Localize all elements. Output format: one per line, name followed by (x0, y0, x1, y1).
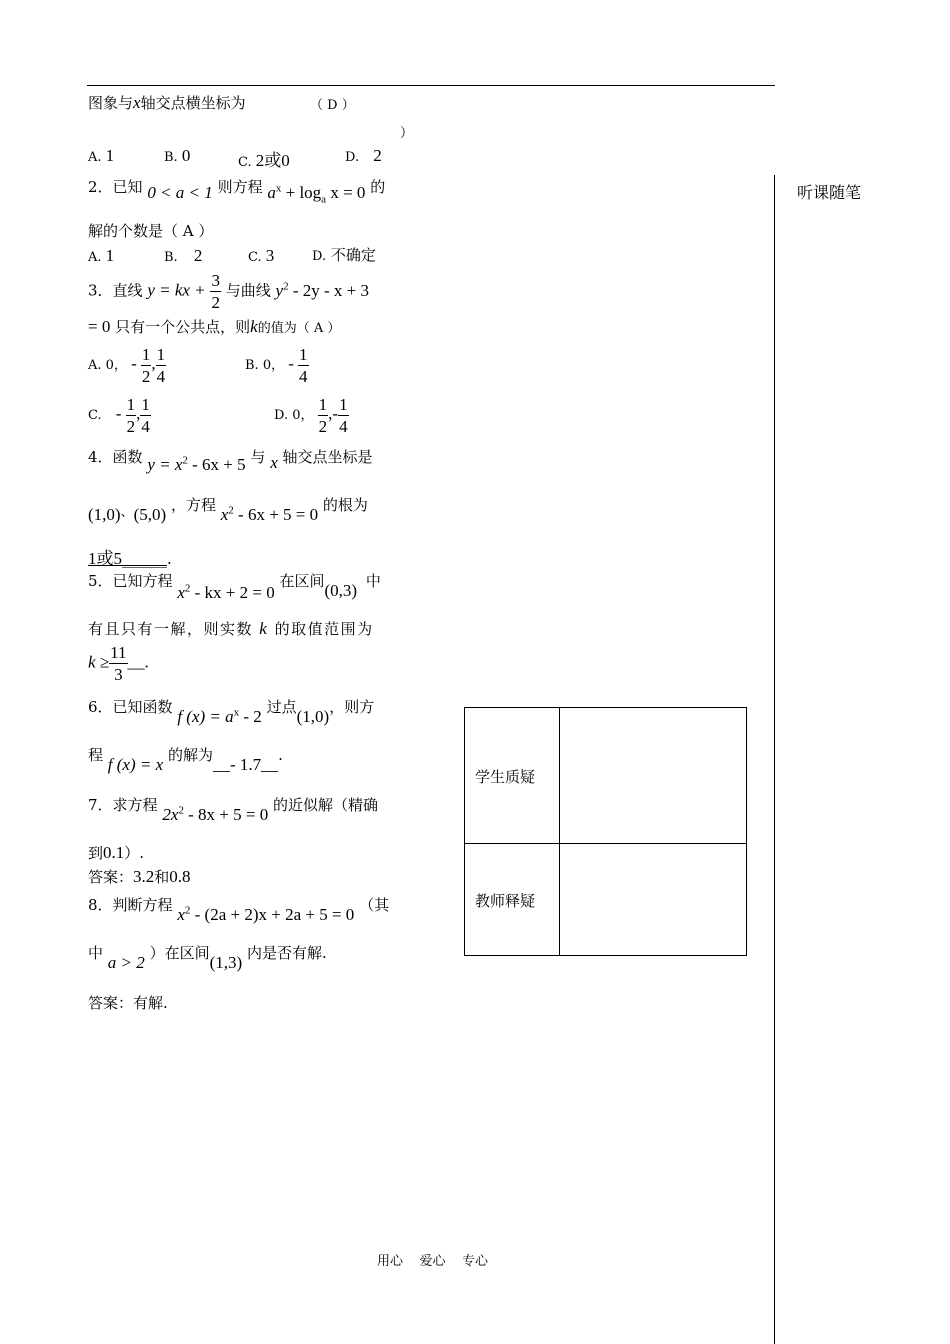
q6-eq-sup: x (233, 706, 240, 719)
header-question-tail (88, 92, 246, 113)
q3-stem (88, 272, 369, 311)
q1-c-label: C. (238, 155, 252, 170)
q8-line2-c: 内是否有解. (246, 944, 327, 962)
q3-d-label: D. 0， (274, 408, 314, 423)
q7-line2 (88, 842, 144, 863)
student-questions-cell[interactable] (560, 708, 746, 843)
q3-a-frac1 (141, 346, 152, 385)
q6-period: . (278, 746, 283, 764)
q4-x: x (270, 453, 278, 472)
q6-eq2: f (x) = x (107, 755, 164, 774)
header-stray-paren: ） (400, 126, 414, 141)
q4-eq2-a: x (220, 505, 229, 524)
q3-d-f1d: 2 (318, 417, 328, 436)
q3-d-frac1 (318, 396, 329, 435)
q4-eq-a: y = x (147, 455, 183, 474)
q4-mid: 与 (250, 448, 266, 466)
q5-ans-num: 11 (110, 643, 127, 662)
q2-option-d (312, 244, 376, 265)
header-prefix: 图象与 (88, 94, 134, 112)
q4-num: 4．函数 (88, 448, 143, 466)
q5-eq-sup: 2 (184, 582, 191, 595)
q5-line2 (88, 618, 374, 639)
q8-condition: a > 2 (107, 953, 145, 972)
q2-mid: 则方程 (217, 178, 263, 196)
q6-root-text: 的解为 (167, 746, 213, 764)
q2-stem (88, 176, 386, 206)
q3-eq2-sup: 2 (283, 279, 289, 292)
q3-option-b (245, 346, 309, 385)
q8-end: （其 (359, 896, 390, 914)
q1-a-value: 1 (105, 146, 115, 165)
q4-point1: (1,0) (88, 505, 121, 524)
qa-table (464, 707, 747, 956)
q7-eq-sup: 2 (178, 804, 184, 817)
table-label-student-questions: 学生质疑 (475, 768, 536, 786)
q4-root-text: 的根为 (322, 496, 368, 514)
q3-c-f1n: 1 (126, 395, 136, 414)
q8-answer: 答案：有解. (88, 994, 168, 1012)
q3-frac-num: 3 (211, 271, 220, 290)
q5-ans-tail: __. (127, 652, 149, 672)
q3-option-c: C. - $\frac{1}{2}$ , $\frac{1}{4}$ (88, 395, 150, 436)
top-rule (87, 85, 775, 86)
q3-c-label: C. (88, 408, 102, 423)
q7-answer (88, 866, 191, 887)
q3-line2-eq: = 0 (88, 317, 111, 336)
q2-c-value: 3 (265, 246, 275, 265)
q1-b-label: B. (164, 150, 178, 165)
q6-stem (88, 696, 375, 726)
q5-ans-frac (109, 644, 127, 683)
q3-num: 3．直线 (88, 281, 143, 300)
q3-option-a: A. 0， - $\frac{1}{2}$ , $\frac{1}{4}$ (88, 345, 166, 386)
q3-mid: 与曲线 (225, 281, 271, 300)
q7-stem (88, 794, 379, 824)
q2-c-label: C. (248, 250, 262, 265)
q2-option-c (248, 246, 274, 266)
q8-line2-b: ）在区间 (149, 944, 210, 962)
q3-a-f2n: 1 (156, 345, 166, 364)
q1-a-label: A. (88, 150, 102, 165)
q5-line2-text: 有且只有一解，则实数 (88, 620, 254, 638)
q7-ans-label: 答案： (88, 868, 134, 886)
q5-eq-a: x (177, 583, 185, 602)
q3-d-f2d: 4 (339, 417, 348, 436)
q2-eq-sub: a (321, 193, 327, 206)
q3-d-frac2 (338, 396, 349, 435)
q3-c-frac2 (140, 396, 151, 435)
q8-line2-a: 中 (88, 944, 104, 962)
q4-eq-b: - 6x + 5 (187, 455, 246, 474)
q2-option-a (88, 246, 114, 266)
q3-eq2-b: - 2y - x + 3 (288, 280, 369, 300)
q3-frac-den: 2 (211, 293, 220, 312)
q6-eq-b: - 2 (239, 707, 262, 726)
q6-num: 6．已知函数 (88, 698, 173, 716)
q5-num: 5．已知方程 (88, 572, 173, 590)
q5-k: k (259, 619, 269, 638)
q3-a-frac2 (156, 346, 167, 385)
q7-num: 7．求方程 (88, 796, 158, 814)
q3-line2-tail: 的值为（ A ） (257, 321, 341, 336)
q3-a-f1d: 2 (141, 367, 151, 386)
q3-fraction (210, 272, 221, 311)
q7-line2-a: 到 (88, 844, 104, 862)
q3-a-minus: - (131, 354, 137, 373)
q1-b-value: 0 (181, 146, 191, 165)
q2-eq-a: a (267, 183, 276, 202)
q5-ans-k: k ≥ (88, 652, 110, 672)
header-answer: （ D ） (310, 98, 355, 113)
q5-stem (88, 570, 381, 602)
q3-eq2-a: y (275, 280, 284, 300)
table-label-teacher-answers: 教师释疑 (475, 892, 536, 910)
q5-eq-b: - kx + 2 = 0 (190, 583, 275, 602)
q4-period: . (167, 550, 172, 568)
q3-c-f2d: 4 (141, 417, 150, 436)
q4-stem (88, 446, 373, 474)
q3-option-d: D. 0， $\frac{1}{2}$ ,- $\frac{1}{4}$ (274, 395, 348, 436)
q2-d-value: 不确定 (330, 246, 376, 264)
q2-b-value: 2 (193, 246, 203, 265)
notes-title: 听课随笔 (797, 183, 862, 202)
q3-b-frac (298, 346, 309, 385)
q4-and: 、 (120, 505, 134, 520)
q4-answer: 1或5 (88, 549, 122, 568)
q3-c-f2n: 1 (141, 395, 150, 414)
q2-condition: 0 < a < 1 (147, 183, 213, 202)
q5-end: 中 (365, 572, 381, 590)
q3-line2-text: 只有一个公共点，则 (115, 318, 251, 336)
q7-line2-b: ）. (124, 844, 145, 862)
q4-eq2-sup: 2 (228, 504, 234, 517)
q3-b-fd: 4 (299, 367, 308, 386)
q7-end: 的近似解（精确 (273, 796, 379, 814)
q8-stem (88, 894, 390, 924)
q3-c-frac1 (126, 396, 137, 435)
q7-precision: 0.1 (103, 843, 125, 862)
q2-a-label: A. (88, 250, 102, 265)
q4-answer-line (88, 544, 172, 569)
q5-mid: 在区间 (279, 572, 325, 590)
header-suffix: 轴交点横坐标为 (140, 94, 246, 112)
q8-eq-a: x (177, 905, 185, 924)
q1-option-c (238, 146, 290, 171)
q3-c-minus: - (115, 404, 122, 423)
q8-num: 8．判断方程 (88, 896, 173, 914)
q6-line2 (88, 744, 283, 774)
q4-blank: ______ (122, 550, 167, 568)
q7-eq-a: 2x (162, 805, 179, 824)
q4-tail: 轴交点坐标是 (282, 448, 373, 466)
q3-b-label: B. 0， (245, 358, 285, 373)
q8-line2 (88, 942, 327, 972)
q8-interval: (1,3) (209, 953, 243, 972)
q2-num: 2．已知 (88, 178, 143, 196)
q1-option-d (345, 146, 382, 166)
sidebar-divider (774, 175, 775, 1344)
q2-d-label: D. (312, 249, 327, 264)
q5-interval: (0,3) (324, 581, 358, 600)
q3-a-f1n: 1 (141, 345, 151, 364)
q3-c-f1d: 2 (126, 417, 136, 436)
q2-a-value: 1 (105, 246, 115, 265)
q3-d-f2n: 1 (339, 395, 348, 414)
q6-mid: 过点 (266, 698, 297, 716)
q4-line2 (88, 494, 368, 524)
q6-line2-text: 程 (88, 746, 104, 764)
q3-a-label: A. 0， (88, 358, 127, 373)
q8-eq-b: - (2a + 2)x + 2a + 5 = 0 (190, 905, 355, 924)
q4-point2: (5,0) (133, 505, 167, 524)
q3-line2-k: k (250, 317, 258, 336)
q4-comma: ，方程 (170, 496, 216, 514)
q6-answer: __- 1.7__ (212, 755, 279, 774)
q7-eq-b: - 8x + 5 = 0 (183, 805, 269, 824)
q5-line2-tail: 的取值范围为 (274, 620, 374, 638)
q1-d-value: 2 (373, 146, 382, 165)
q2-line2: 解的个数是（ A ） (88, 222, 214, 240)
page-footer: 用心 爱心 专心 (377, 1254, 489, 1269)
q1-c-value: 2或0 (255, 151, 290, 170)
q4-eq2-b: - 6x + 5 = 0 (233, 505, 319, 524)
q7-ans2: 0.8 (169, 867, 191, 886)
q6-eq: f (x) = a (177, 707, 234, 726)
q1-option-a (88, 146, 114, 166)
q5-answer (88, 644, 149, 683)
q6-end: ，则方 (329, 698, 375, 716)
q4-eq-sup: 2 (182, 454, 188, 467)
q5-ans-den: 3 (114, 665, 123, 684)
q3-eq1: y = kx + (147, 280, 206, 300)
q2-eq-log: + log (281, 183, 322, 202)
q3-b-minus: - (288, 354, 294, 373)
q7-ans-and: 和 (154, 868, 170, 886)
q2-b-label: B. (164, 250, 178, 265)
q6-point: (1,0) (296, 707, 330, 726)
q7-ans1: 3.2 (133, 867, 155, 886)
q2-eq-sup: x (275, 182, 282, 195)
q3-line2 (88, 316, 340, 337)
q1-option-b (164, 146, 190, 166)
teacher-answers-cell[interactable] (560, 844, 746, 955)
q8-eq-sup: 2 (184, 904, 191, 917)
header-var: x (133, 93, 141, 112)
q2-end: 的 (370, 178, 386, 196)
q2-eq-tail: x = 0 (326, 183, 366, 202)
q3-d-f1n: 1 (318, 395, 328, 414)
q3-a-f2d: 4 (156, 367, 166, 386)
q2-option-b (164, 246, 202, 266)
q1-d-label: D. (345, 150, 360, 165)
q3-b-fn: 1 (299, 345, 308, 364)
